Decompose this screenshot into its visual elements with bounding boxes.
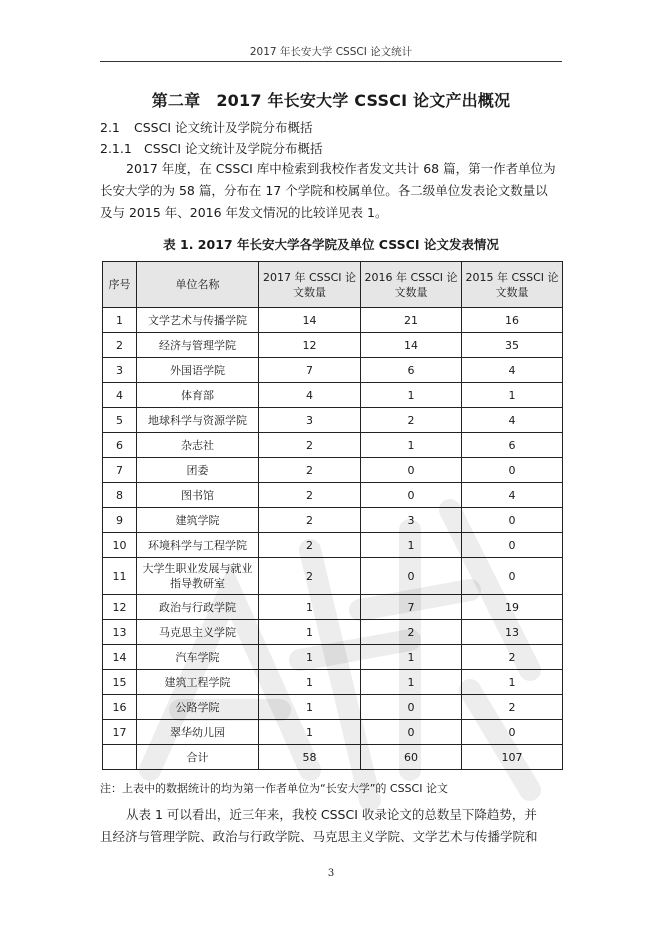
cell-2016: 0 xyxy=(361,558,462,595)
cell-2016: 1 xyxy=(361,645,462,670)
section-title: CSSCI 论文统计及学院分布概括 xyxy=(144,141,323,156)
table-header-row xyxy=(103,262,563,308)
header-2015: 2015 年 CSSCI 论文数量 xyxy=(462,262,563,308)
cell-unit: 体育部 xyxy=(137,383,259,408)
cell-2015: 0 xyxy=(462,533,563,558)
cell-seq: 5 xyxy=(103,408,137,433)
cell-2016: 0 xyxy=(361,720,462,745)
cell-2017: 58 xyxy=(259,745,361,770)
cell-2015: 0 xyxy=(462,458,563,483)
cell-unit: 地球科学与资源学院 xyxy=(137,408,259,433)
cell-unit: 建筑学院 xyxy=(137,508,259,533)
cell-2016: 21 xyxy=(361,308,462,333)
cell-seq: 7 xyxy=(103,458,137,483)
cell-unit: 图书馆 xyxy=(137,483,259,508)
chapter-heading: 2017 年长安大学 CSSCI 论文产出概况 xyxy=(216,91,511,110)
cell-2016: 7 xyxy=(361,595,462,620)
cell-2016: 1 xyxy=(361,383,462,408)
cell-unit: 马克思主义学院 xyxy=(137,620,259,645)
cell-2017: 1 xyxy=(259,620,361,645)
cell-2016: 1 xyxy=(361,433,462,458)
cell-2016: 0 xyxy=(361,483,462,508)
cell-2017: 2 xyxy=(259,483,361,508)
table-row xyxy=(103,383,563,408)
header-2016: 2016 年 CSSCI 论文数量 xyxy=(361,262,462,308)
cell-unit: 大学生职业发展与就业指导教研室 xyxy=(137,558,259,595)
table-row xyxy=(103,333,563,358)
cell-2015: 4 xyxy=(462,358,563,383)
cell-seq: 17 xyxy=(103,720,137,745)
cell-2017: 1 xyxy=(259,595,361,620)
cell-unit: 外国语学院 xyxy=(137,358,259,383)
table-row xyxy=(103,458,563,483)
cell-2015: 1 xyxy=(462,670,563,695)
chapter-number: 第二章 xyxy=(151,91,201,110)
header-unit: 单位名称 xyxy=(137,262,259,308)
cell-unit: 翠华幼儿园 xyxy=(137,720,259,745)
cell-2017: 2 xyxy=(259,433,361,458)
cell-seq: 12 xyxy=(103,595,137,620)
cell-2015: 16 xyxy=(462,308,563,333)
cell-2016: 0 xyxy=(361,458,462,483)
table-row xyxy=(103,508,563,533)
table-row xyxy=(103,595,563,620)
cell-2016: 6 xyxy=(361,358,462,383)
cell-seq: 11 xyxy=(103,558,137,595)
paragraph-line: 2017 年度，在 CSSCI 库中检索到我校作者发文共计 68 篇，第一作者单位为 xyxy=(126,161,556,176)
table-total-row xyxy=(103,745,563,770)
header-2017: 2017 年 CSSCI 论文数量 xyxy=(259,262,361,308)
chapter-title xyxy=(100,88,562,111)
cell-2016: 1 xyxy=(361,670,462,695)
header-seq: 序号 xyxy=(103,262,137,308)
cell-seq: 1 xyxy=(103,308,137,333)
table-row xyxy=(103,408,563,433)
section-number: 2.1.1 xyxy=(100,141,132,156)
table-row xyxy=(103,695,563,720)
section-2-1 xyxy=(100,118,313,136)
cell-unit: 政治与行政学院 xyxy=(137,595,259,620)
cell-2015: 19 xyxy=(462,595,563,620)
cell-seq: 3 xyxy=(103,358,137,383)
cell-unit: 文学艺术与传播学院 xyxy=(137,308,259,333)
cell-seq: 6 xyxy=(103,433,137,458)
page-number: 3 xyxy=(327,868,335,879)
cell-2017: 3 xyxy=(259,408,361,433)
table-row xyxy=(103,558,563,595)
cell-2017: 1 xyxy=(259,695,361,720)
cell-2015: 2 xyxy=(462,645,563,670)
cell-2016: 1 xyxy=(361,533,462,558)
cell-unit: 杂志社 xyxy=(137,433,259,458)
cell-unit: 团委 xyxy=(137,458,259,483)
paragraph-line: 长安大学的为 58 篇，分布在 17 个学院和校属单位。各二级单位发表论文数量以 xyxy=(100,183,548,198)
table-row xyxy=(103,483,563,508)
cell-unit: 建筑工程学院 xyxy=(137,670,259,695)
cell-2015: 0 xyxy=(462,558,563,595)
cell-2017: 2 xyxy=(259,458,361,483)
cell-2017: 1 xyxy=(259,670,361,695)
table-row xyxy=(103,720,563,745)
running-header: 2017 年长安大学 CSSCI 论文统计 xyxy=(249,46,413,58)
cell-total-label: 合计 xyxy=(137,745,259,770)
cell-2016: 0 xyxy=(361,695,462,720)
cell-seq: 8 xyxy=(103,483,137,508)
cell-unit: 环境科学与工程学院 xyxy=(137,533,259,558)
cell-unit: 公路学院 xyxy=(137,695,259,720)
intro-paragraph xyxy=(100,158,562,224)
cell-2016: 2 xyxy=(361,408,462,433)
table-row xyxy=(103,358,563,383)
cell-2016: 60 xyxy=(361,745,462,770)
cell-2016: 2 xyxy=(361,620,462,645)
header-rule xyxy=(100,61,562,62)
paragraph-line: 且经济与管理学院、政治与行政学院、马克思主义学院、文学艺术与传播学院和 xyxy=(100,829,538,844)
cell-unit: 汽车学院 xyxy=(137,645,259,670)
paragraph-line: 及与 2015 年、2016 年发文情况的比较详见表 1。 xyxy=(100,205,388,220)
cell-seq: 9 xyxy=(103,508,137,533)
table-row xyxy=(103,308,563,333)
closing-paragraph xyxy=(100,804,562,848)
cell-2015: 2 xyxy=(462,695,563,720)
cell-seq xyxy=(103,745,137,770)
cell-2015: 4 xyxy=(462,483,563,508)
table-row xyxy=(103,670,563,695)
cell-2015: 1 xyxy=(462,383,563,408)
cell-2017: 14 xyxy=(259,308,361,333)
cell-seq: 2 xyxy=(103,333,137,358)
cell-2017: 1 xyxy=(259,645,361,670)
cell-2015: 35 xyxy=(462,333,563,358)
cell-2015: 4 xyxy=(462,408,563,433)
cell-2017: 2 xyxy=(259,508,361,533)
table-caption: 表 1. 2017 年长安大学各学院及单位 CSSCI 论文发表情况 xyxy=(163,237,499,252)
table-row xyxy=(103,620,563,645)
cell-2015: 0 xyxy=(462,508,563,533)
cssci-table xyxy=(102,261,563,770)
table-row xyxy=(103,533,563,558)
cell-seq: 13 xyxy=(103,620,137,645)
cell-seq: 16 xyxy=(103,695,137,720)
cell-2017: 1 xyxy=(259,720,361,745)
table-row xyxy=(103,433,563,458)
cell-2015: 107 xyxy=(462,745,563,770)
cell-2015: 0 xyxy=(462,720,563,745)
cell-2017: 2 xyxy=(259,558,361,595)
cell-2017: 7 xyxy=(259,358,361,383)
section-2-1-1 xyxy=(100,139,323,157)
cell-seq: 14 xyxy=(103,645,137,670)
cell-seq: 15 xyxy=(103,670,137,695)
section-number: 2.1 xyxy=(100,120,120,135)
paragraph-line: 从表 1 可以看出，近三年来，我校 CSSCI 收录论文的总数呈下降趋势，并 xyxy=(126,807,537,822)
cell-2016: 14 xyxy=(361,333,462,358)
cell-unit: 经济与管理学院 xyxy=(137,333,259,358)
cell-seq: 10 xyxy=(103,533,137,558)
table-row xyxy=(103,645,563,670)
cell-2017: 12 xyxy=(259,333,361,358)
cell-seq: 4 xyxy=(103,383,137,408)
cell-2017: 2 xyxy=(259,533,361,558)
cell-2015: 13 xyxy=(462,620,563,645)
table-note: 注：上表中的数据统计的均为第一作者单位为“长安大学”的 CSSCI 论文 xyxy=(100,782,448,795)
cell-2015: 6 xyxy=(462,433,563,458)
cell-2017: 4 xyxy=(259,383,361,408)
section-title: CSSCI 论文统计及学院分布概括 xyxy=(134,120,313,135)
cell-2016: 3 xyxy=(361,508,462,533)
